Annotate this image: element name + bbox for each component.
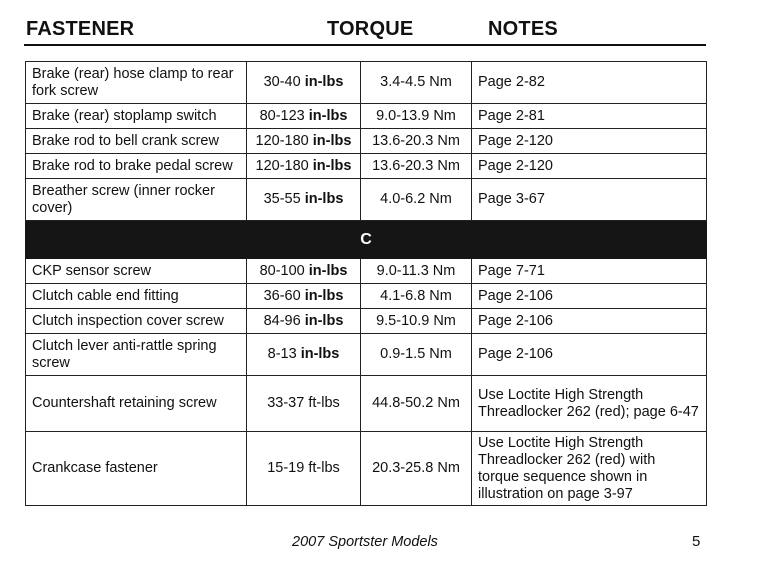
metric-torque-cell: 0.9-1.5 Nm <box>361 334 472 376</box>
torque-unit: in-lbs <box>312 132 352 149</box>
torque-cell <box>247 129 361 154</box>
notes-cell: Page 2-106 <box>472 309 707 334</box>
torque-unit: ft-lbs <box>308 460 340 476</box>
table-row <box>26 259 707 284</box>
metric-torque-cell: 44.8-50.2 Nm <box>361 376 472 432</box>
header-notes: NOTES <box>488 18 558 40</box>
torque-value: 120-180 <box>255 157 309 174</box>
fastener-cell: Brake (rear) stoplamp switch <box>26 104 247 129</box>
torque-table-body <box>26 62 707 506</box>
header-torque: TORQUE <box>327 18 414 40</box>
fastener-cell: Countershaft retaining screw <box>26 376 247 432</box>
metric-torque-cell: 4.0-6.2 Nm <box>361 179 472 221</box>
torque-value: 33-37 <box>267 395 305 411</box>
torque-cell <box>247 284 361 309</box>
torque-value: 30-40 <box>263 74 301 90</box>
page-number: 5 <box>692 533 701 550</box>
torque-table <box>25 61 707 506</box>
notes-cell: Page 2-106 <box>472 284 707 309</box>
fastener-cell: CKP sensor screw <box>26 259 247 284</box>
table-row <box>26 284 707 309</box>
metric-torque-cell: 3.4-4.5 Nm <box>361 62 472 104</box>
metric-torque-cell: 13.6-20.3 Nm <box>361 129 472 154</box>
fastener-cell: Breather screw (inner rocker cover) <box>26 179 247 221</box>
notes-cell: Page 2-81 <box>472 104 707 129</box>
fastener-cell: Brake (rear) hose clamp to rear fork screw <box>26 62 247 104</box>
fastener-cell: Brake rod to bell crank screw <box>26 129 247 154</box>
torque-value: 36-60 <box>263 287 301 304</box>
section-letter: C <box>26 221 707 259</box>
table-row <box>26 376 707 432</box>
table-row <box>26 62 707 104</box>
torque-value: 15-19 <box>267 460 305 476</box>
notes-cell: Page 3-67 <box>472 179 707 221</box>
metric-torque-cell: 13.6-20.3 Nm <box>361 154 472 179</box>
table-row <box>26 309 707 334</box>
torque-cell <box>247 376 361 432</box>
fastener-cell: Clutch cable end fitting <box>26 284 247 309</box>
fastener-cell: Brake rod to brake pedal screw <box>26 154 247 179</box>
notes-cell: Page 2-120 <box>472 129 707 154</box>
header-rule <box>24 44 706 46</box>
metric-torque-cell: 9.5-10.9 Nm <box>361 309 472 334</box>
notes-cell: Page 2-106 <box>472 334 707 376</box>
table-row <box>26 104 707 129</box>
section-header-row <box>26 221 707 259</box>
fastener-cell: Clutch lever anti-rattle spring screw <box>26 334 247 376</box>
torque-unit: in-lbs <box>308 107 348 124</box>
notes-cell: Use Loctite High Strength Threadlocker 262 (red); page 6-47 <box>472 376 707 432</box>
torque-cell <box>247 259 361 284</box>
metric-torque-cell: 9.0-11.3 Nm <box>361 259 472 284</box>
table-row <box>26 334 707 376</box>
table-row <box>26 154 707 179</box>
torque-value: 80-100 <box>259 262 305 279</box>
torque-unit: in-lbs <box>304 191 344 207</box>
torque-unit: in-lbs <box>312 157 352 174</box>
torque-unit: in-lbs <box>304 312 344 329</box>
torque-value: 84-96 <box>263 312 301 329</box>
fastener-cell: Clutch inspection cover screw <box>26 309 247 334</box>
notes-cell: Use Loctite High Strength Threadlocker 262 (red) with torque sequence shown in illustration on page 3-97 <box>472 432 707 506</box>
fastener-cell: Crankcase fastener <box>26 432 247 506</box>
torque-unit: in-lbs <box>304 74 344 90</box>
notes-cell: Page 7-71 <box>472 259 707 284</box>
notes-cell: Page 2-120 <box>472 154 707 179</box>
torque-cell <box>247 179 361 221</box>
metric-torque-cell: 4.1-6.8 Nm <box>361 284 472 309</box>
torque-value: 80-123 <box>259 107 305 124</box>
footer-title: 2007 Sportster Models <box>292 534 438 550</box>
torque-cell <box>247 154 361 179</box>
torque-unit: in-lbs <box>304 287 344 304</box>
torque-cell <box>247 309 361 334</box>
notes-cell: Page 2-82 <box>472 62 707 104</box>
torque-cell <box>247 334 361 376</box>
torque-cell <box>247 432 361 506</box>
torque-cell <box>247 104 361 129</box>
table-row <box>26 129 707 154</box>
header-fastener: FASTENER <box>26 18 135 40</box>
torque-value: 8-13 <box>267 346 297 362</box>
torque-unit: ft-lbs <box>308 395 340 411</box>
table-row <box>26 179 707 221</box>
torque-unit: in-lbs <box>308 262 348 279</box>
metric-torque-cell: 20.3-25.8 Nm <box>361 432 472 506</box>
torque-value: 35-55 <box>263 191 301 207</box>
torque-cell <box>247 62 361 104</box>
torque-value: 120-180 <box>255 132 309 149</box>
torque-unit: in-lbs <box>300 346 340 362</box>
table-row <box>26 432 707 506</box>
metric-torque-cell: 9.0-13.9 Nm <box>361 104 472 129</box>
